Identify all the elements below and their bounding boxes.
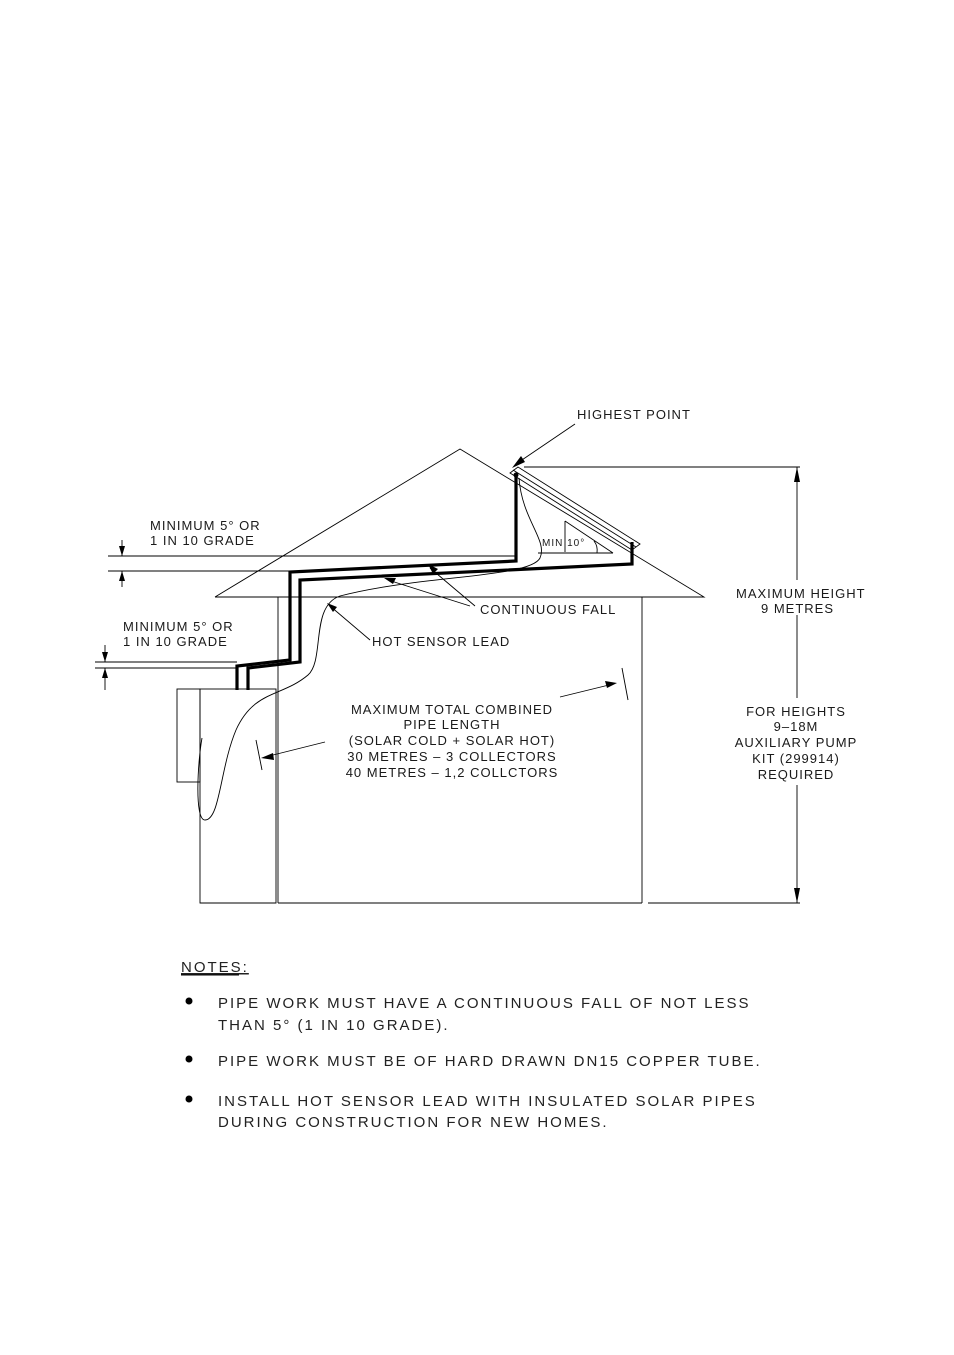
label-heights-line1: FOR HEIGHTS <box>746 704 846 719</box>
label-pipe-length-line4: 30 METRES – 3 COLLECTORS <box>347 749 557 764</box>
label-min-grade-upper-line1: MINIMUM 5° OR <box>150 518 261 533</box>
note-3-line2: DURING CONSTRUCTION FOR NEW HOMES. <box>218 1114 609 1131</box>
label-heights-line3: AUXILIARY PUMP <box>734 735 858 750</box>
label-pipe-length-line5: 40 METRES – 1,2 COLLCTORS <box>345 765 559 780</box>
label-min-angle: MIN 10° <box>542 538 586 549</box>
label-heights-line4: KIT (299914) <box>752 751 840 766</box>
note-bullet-2 <box>186 1056 193 1063</box>
note-2-line1: PIPE WORK MUST BE OF HARD DRAWN DN15 COPPER TUBE. <box>218 1053 762 1070</box>
diagram-labels <box>123 407 866 782</box>
notes-section <box>181 959 762 1131</box>
note-1-line1: PIPE WORK MUST HAVE A CONTINUOUS FALL OF NOT LESS <box>218 995 751 1012</box>
note-1-line2: THAN 5° (1 IN 10 GRADE). <box>218 1017 450 1034</box>
label-heights-line5: REQUIRED <box>757 767 835 782</box>
label-max-height-line2: 9 METRES <box>761 601 835 616</box>
label-max-height-line1: MAXIMUM HEIGHT <box>736 586 866 601</box>
storage-tank <box>177 689 276 903</box>
label-pipe-length-line3: (SOLAR COLD + SOLAR HOT) <box>348 733 556 748</box>
label-min-grade-upper-line2: 1 IN 10 GRADE <box>150 533 255 548</box>
label-min-grade-lower-line1: MINIMUM 5° OR <box>123 619 234 634</box>
solar-pipes <box>237 473 632 691</box>
label-pipe-length-line1: MAXIMUM TOTAL COMBINED <box>350 702 554 717</box>
label-hot-sensor-lead: HOT SENSOR LEAD <box>372 634 511 649</box>
note-3-line1: INSTALL HOT SENSOR LEAD WITH INSULATED SOLAR PIPES <box>218 1093 757 1110</box>
label-pipe-length-line2: PIPE LENGTH <box>403 717 501 732</box>
label-min-grade-lower-line2: 1 IN 10 GRADE <box>123 634 228 649</box>
note-bullet-3 <box>186 1096 193 1103</box>
label-continuous-fall: CONTINUOUS FALL <box>480 602 617 617</box>
label-heights-line2: 9–18M <box>773 719 819 734</box>
roof <box>215 449 704 597</box>
note-bullet-1 <box>186 998 193 1005</box>
notes-heading: NOTES: <box>181 959 249 976</box>
lower-grade-dimension <box>95 645 237 690</box>
label-highest-point: HIGHEST POINT <box>577 407 691 422</box>
